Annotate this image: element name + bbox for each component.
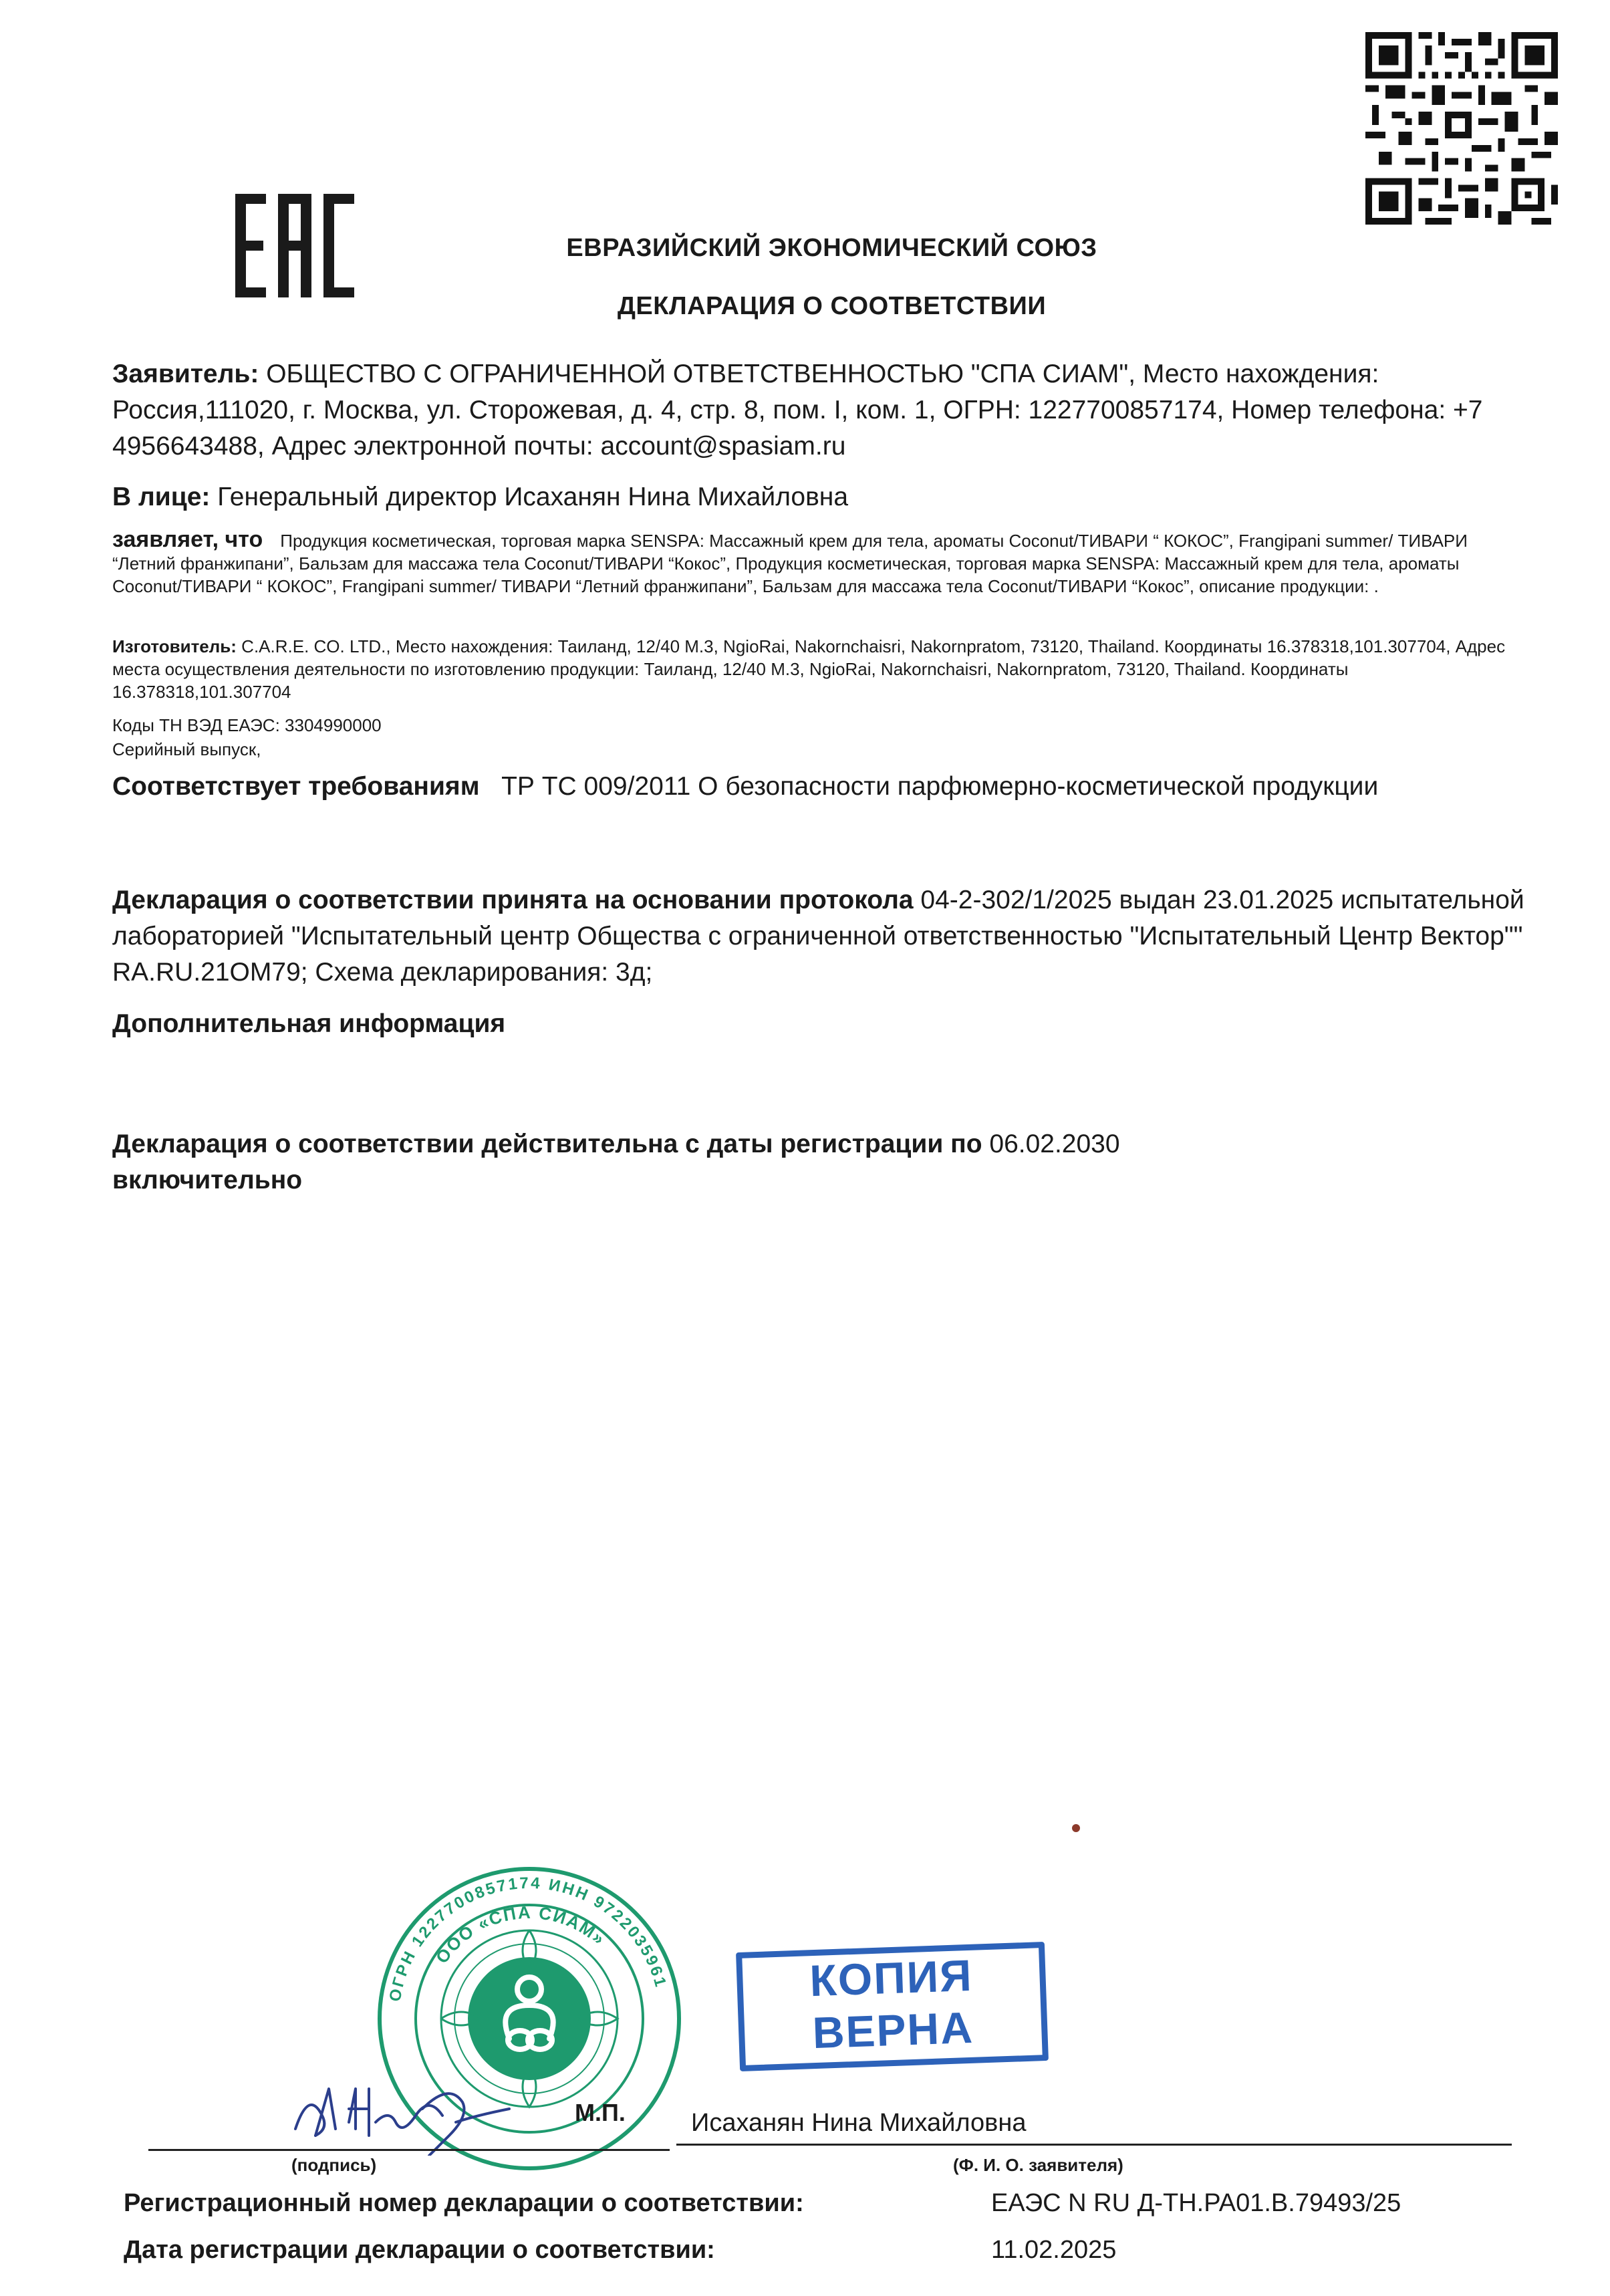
handwritten-signature	[289, 2082, 516, 2156]
name-line	[676, 2144, 1512, 2146]
registration-date-label: Дата регистрации декларации о соответствии:	[124, 2236, 715, 2264]
document-title: ДЕКЛАРАЦИЯ О СООТВЕТСТВИИ	[617, 292, 1047, 320]
additional-info-heading: Дополнительная информация	[112, 1009, 506, 1038]
declares-label: заявляет, что	[112, 527, 263, 552]
registration-number-label: Регистрационный номер декларации о соответствии:	[124, 2189, 804, 2217]
requirements-text: ТР ТС 009/2011 О безопасности парфюмерно-косметической продукции	[501, 772, 1379, 801]
representative-text: Генеральный директор Исаханян Нина Михайловна	[217, 483, 849, 511]
seal-place-mark: М.П.	[575, 2099, 626, 2126]
basis-section	[112, 882, 1549, 991]
signature-line	[148, 2149, 670, 2151]
validity-label: Декларация о соответствии действительна с даты регистрации по	[112, 1130, 982, 1158]
representative-section	[112, 479, 1549, 515]
seal-inner-text: ООО «СПА СИАМ»	[431, 1902, 610, 1967]
validity-date: 06.02.2030	[989, 1130, 1120, 1158]
organization-title: ЕВРАЗИЙСКИЙ ЭКОНОМИЧЕСКИЙ СОЮЗ	[566, 234, 1097, 262]
requirements-section	[112, 769, 1509, 805]
qr-code	[1365, 32, 1558, 225]
hs-codes: Коды ТН ВЭД ЕАЭС: 3304990000	[112, 715, 382, 735]
ink-dot	[1072, 1824, 1080, 1832]
basis-label: Декларация о соответствии принята на основании протокола	[112, 886, 914, 914]
requirements-label: Соответствует требованиям	[112, 772, 480, 801]
signer-name: Исаханян Нина Михайловна	[691, 2109, 1027, 2137]
representative-label: В лице:	[112, 483, 211, 511]
manufacturer-section	[112, 635, 1516, 703]
applicant-label: Заявитель:	[112, 360, 259, 388]
basis-text: 04-2-302/1/2025 выдан 23.01.2025 испытательной лабораторией "Испытательный центр Общества с ограниченной ответственностью "Испытательный Центр Вектор"" RA.RU.21ОМ79; Схема декларирования: 3д;	[112, 886, 1524, 987]
registration-date-value: 11.02.2025	[991, 2236, 1117, 2264]
applicant-section	[112, 356, 1549, 465]
seal-outer-text: ОГРН 1227700857174 ИНН 9722035961	[386, 1874, 670, 2003]
certified-copy-stamp	[732, 1938, 1053, 2075]
declares-section	[112, 528, 1529, 598]
manufacturer-text: C.A.R.E. CO. LTD., Место нахождения: Таиланд, 12/40 M.3, NgioRai, Nakornchaisri, Nakornpratom, 73120, Thailand. Координаты 16.378318,101.307704, Адрес места осуществления деятельности по изготовлению продукции: Таиланд, 12/40 M.3, NgioRai, Nakornchaisri, Nakornpratom, 73120, Thailand. Координаты 16.378318,101.307704	[112, 636, 1506, 702]
serial-release: Серийный выпуск,	[112, 739, 261, 759]
applicant-text: ОБЩЕСТВО С ОГРАНИЧЕННОЙ ОТВЕТСТВЕННОСТЬЮ "СПА СИАМ", Место нахождения: Россия,111020, г. Москва, ул. Сторожевая, д. 4, стр. 8, пом. I, ком. 1, ОГРН: 1227700857174, Номер телефона: +7 4956643488, Адрес электронной почты: account@spasiam.ru	[112, 360, 1483, 461]
manufacturer-label: Изготовитель:	[112, 636, 237, 656]
declares-text: Продукция косметическая, торговая марка SENSPA: Массажный крем для тела, ароматы Coconut/ТИВАРИ “ КОКОС”, Frangipani summer/ ТИВАРИ “Летний франжипани”, Бальзам для массажа тела Coconut/ТИВАРИ “Кокос”, Продукция косметическая, торговая марка SENSPA: Массажный крем для тела, ароматы Coconut/ТИВАРИ “ КОКОС”, Frangipani summer/ ТИВАРИ “Летний франжипани”, Бальзам для массажа тела Coconut/ТИВАРИ “Кокос”, описание продукции: .	[112, 531, 1468, 596]
registration-number-value: ЕАЭС N RU Д-TH.PA01.B.79493/25	[991, 2189, 1401, 2217]
signature-caption: (подпись)	[291, 2155, 377, 2175]
validity-section	[112, 1126, 1549, 1198]
stamp-line-2: ВЕРНА	[811, 2002, 974, 2058]
name-caption: (Ф. И. О. заявителя)	[953, 2155, 1123, 2175]
stamp-line-1: КОПИЯ	[809, 1950, 974, 2006]
validity-suffix: включительно	[112, 1166, 303, 1194]
